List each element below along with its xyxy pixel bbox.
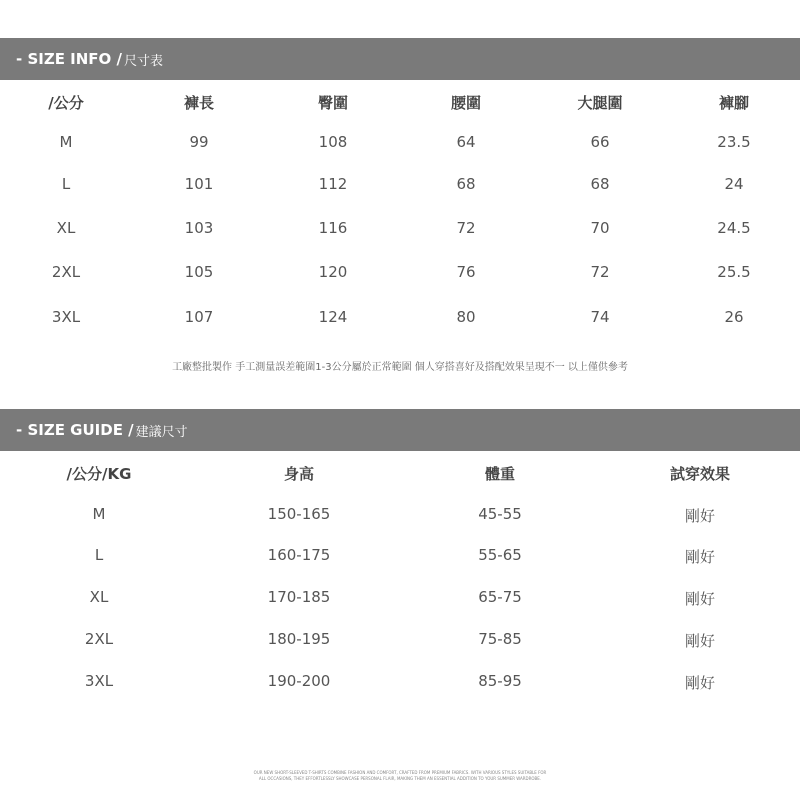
- table-cell: 55-65: [478, 546, 522, 564]
- table-cell: 24: [724, 175, 744, 193]
- column-header: 褲長: [183, 94, 214, 112]
- table-cell: 剛好: [684, 507, 715, 525]
- column-header: 大腿圍: [577, 94, 623, 112]
- size-info-header-bar: [0, 38, 800, 80]
- table-cell: XL: [56, 219, 76, 237]
- table-cell: 101: [184, 175, 214, 193]
- table-cell: M: [59, 133, 73, 151]
- table-cell: 116: [318, 219, 348, 237]
- size-guide-title-en: - SIZE GUIDE /: [16, 421, 134, 439]
- table-cell: 105: [184, 263, 214, 281]
- table-cell: 剛好: [684, 632, 715, 650]
- table-cell: 2XL: [51, 263, 81, 281]
- column-header: /公分/KG: [66, 465, 132, 483]
- table-cell: 65-75: [478, 588, 522, 606]
- table-cell: 68: [456, 175, 476, 193]
- table-cell: 68: [590, 175, 610, 193]
- column-header: 腰圍: [450, 94, 481, 112]
- size-info-title-en: - SIZE INFO /: [16, 50, 123, 68]
- table-cell: 150-165: [267, 505, 331, 523]
- column-header: 臀圍: [317, 94, 348, 112]
- table-cell: 64: [456, 133, 476, 151]
- table-cell: 103: [184, 219, 214, 237]
- table-cell: 85-95: [478, 672, 522, 690]
- table-cell: 75-85: [478, 630, 522, 648]
- table-cell: 23.5: [717, 133, 751, 151]
- size-guide-header-bar: [0, 409, 800, 451]
- table-cell: 24.5: [717, 219, 751, 237]
- table-cell: M: [92, 505, 106, 523]
- size-info-title-zh: 尺寸表: [124, 53, 164, 69]
- table-cell: 70: [590, 219, 610, 237]
- size-guide-title-zh: 建議尺寸: [135, 424, 188, 440]
- column-header: /公分: [48, 94, 84, 112]
- table-cell: 108: [318, 133, 348, 151]
- column-header: 體重: [484, 465, 515, 483]
- table-cell: 66: [590, 133, 610, 151]
- table-cell: 45-55: [478, 505, 522, 523]
- footer-text: [0, 770, 800, 782]
- table-cell: 190-200: [267, 672, 331, 690]
- table-cell: 3XL: [84, 672, 114, 690]
- table-cell: 72: [590, 263, 610, 281]
- column-header: 試穿效果: [669, 465, 730, 483]
- table-cell: 180-195: [267, 630, 331, 648]
- table-cell: 25.5: [717, 263, 751, 281]
- table-cell: XL: [89, 588, 109, 606]
- table-cell: L: [61, 175, 71, 193]
- table-cell: 107: [184, 308, 214, 326]
- table-cell: 2XL: [84, 630, 114, 648]
- table-cell: 160-175: [267, 546, 331, 564]
- column-header: 褲腳: [718, 94, 749, 112]
- table-cell: 120: [318, 263, 348, 281]
- table-cell: 剛好: [684, 590, 715, 608]
- table-cell: 剛好: [684, 548, 715, 566]
- footer-line-1: OUR NEW SHORT-SLEEVED T-SHIRTS COMBINE FASHION AND COMFORT, CRAFTED FROM PREMIUM FABRICS. WITH VARIOUS STYLES SUITABLE FOR: [253, 770, 547, 775]
- table-cell: 112: [318, 175, 348, 193]
- table-cell: L: [94, 546, 104, 564]
- table-cell: 170-185: [267, 588, 331, 606]
- table-cell: 80: [456, 308, 476, 326]
- table-cell: 72: [456, 219, 476, 237]
- table-cell: 99: [189, 133, 209, 151]
- table-cell: 76: [456, 263, 476, 281]
- table-cell: 3XL: [51, 308, 81, 326]
- table-cell: 26: [724, 308, 744, 326]
- footer-line-2: ALL OCCASIONS, THEY EFFORTLESSLY SHOWCASE PERSONAL FLAIR, MAKING THEM AN ESSENTIAL ADDITION TO YOUR SUMMER WARDROBE.: [258, 776, 542, 781]
- table-cell: 124: [318, 308, 348, 326]
- table-cell: 74: [590, 308, 610, 326]
- column-header: 身高: [283, 465, 314, 483]
- measurement-note: 工廠整批製作 手工測量誤差範圍1-3公分屬於正常範圍 個人穿搭喜好及搭配效果呈現不一 以上僅供參考: [172, 362, 628, 373]
- table-cell: 剛好: [684, 674, 715, 692]
